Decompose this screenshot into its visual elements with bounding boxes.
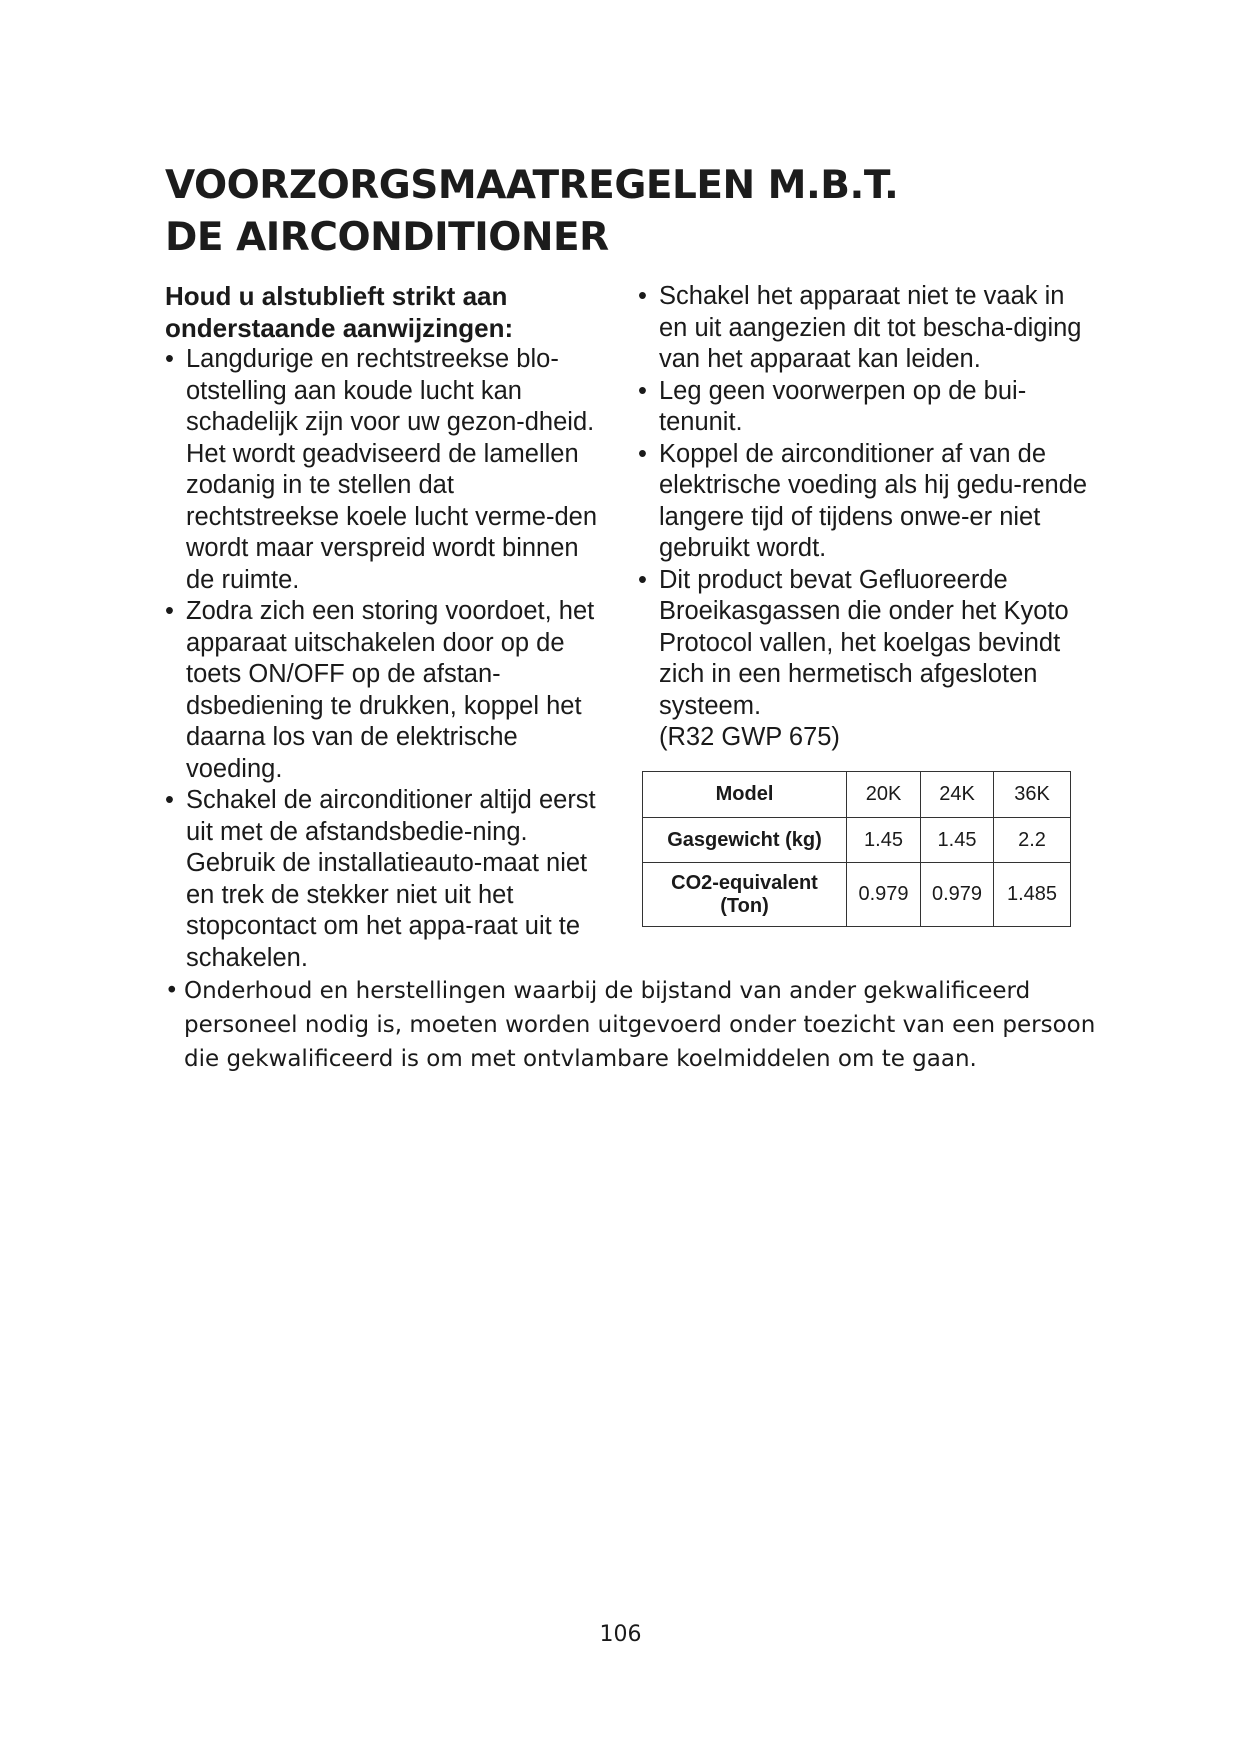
table-header-cell: 24K — [921, 772, 994, 818]
table-header-cell: 20K — [847, 772, 921, 818]
title-line-1: VOORZORGSMAATREGELEN M.B.T. — [165, 163, 899, 208]
table-row — [643, 863, 1071, 927]
table-header-cell: Model — [643, 772, 847, 818]
list-item: • Zodra zich een storing voordoet, het apparaat uitschakelen door op de toets ON/OFF op de afstan-dsbediening te drukken, koppel het daarna los van de elektrische voeding. — [165, 596, 605, 785]
table-header-row — [643, 772, 1071, 818]
list-item: • Schakel het apparaat niet te vaak in en uit aangezien dit tot bescha-diging van het apparaat kan leiden. — [638, 281, 1088, 376]
list-item: • Langdurige en rechtstreekse blo-otstelling aan koude lucht kan schadelijk zijn voor uw gezon-dheid. Het wordt geadviseerd de lamellen zodanig in te stellen dat rechtstreekse koele lucht verme-den wordt maar verspreid wordt binnen de ruimte. — [165, 344, 605, 596]
title-line-2: DE AIRCONDITIONER — [165, 215, 609, 260]
table-cell: 0.979 — [847, 863, 921, 927]
page-number: 106 — [599, 1622, 642, 1647]
intro-heading — [165, 281, 605, 344]
right-bullet-list — [638, 281, 1088, 722]
specs-table — [642, 771, 1071, 927]
maintenance-note: • Onderhoud en herstellingen waarbij de bijstand van ander gekwalificeerd personeel nodig is, moeten worden uitgevoerd onder toezicht van een persoon die gekwalificeerd is om met ontvlambare koelmiddelen om te gaan. — [165, 974, 1100, 1076]
row-label: CO2-equivalent (Ton) — [643, 863, 847, 927]
intro-line-1: Houd u alstublieft strikt aan — [165, 281, 508, 311]
table-cell: 1.485 — [994, 863, 1071, 927]
table-cell: 1.45 — [847, 818, 921, 863]
intro-line-2: onderstaande aanwijzingen: — [165, 312, 514, 343]
refrigerant-code: (R32 GWP 675) — [659, 723, 840, 751]
page-title — [165, 160, 898, 264]
left-bullet-list — [165, 344, 605, 974]
table-cell: 2.2 — [994, 818, 1071, 863]
table-cell: 0.979 — [921, 863, 994, 927]
table-row — [643, 818, 1071, 863]
list-item: • Schakel de airconditioner altijd eerst uit met de afstandsbedie-ning. Gebruik de installatieauto-maat niet en trek de stekker niet uit het stopcontact om het appa-raat uit te schakelen. — [165, 785, 605, 974]
table-cell: 1.45 — [921, 818, 994, 863]
list-item: • Leg geen voorwerpen op de bui-tenunit. — [638, 376, 1088, 439]
left-column — [165, 281, 605, 974]
list-item: • Koppel de airconditioner af van de elektrische voeding als hij gedu-rende langere tijd of tijdens onwe-er niet gebruikt wordt. — [638, 439, 1088, 565]
table-header-cell: 36K — [994, 772, 1071, 818]
row-label: Gasgewicht (kg) — [643, 818, 847, 863]
right-column — [638, 281, 1088, 754]
list-item: • Dit product bevat Gefluoreerde Broeikasgassen die onder het Kyoto Protocol vallen, het koelgas bevindt zich in een hermetisch afgesloten systeem. — [638, 565, 1088, 723]
